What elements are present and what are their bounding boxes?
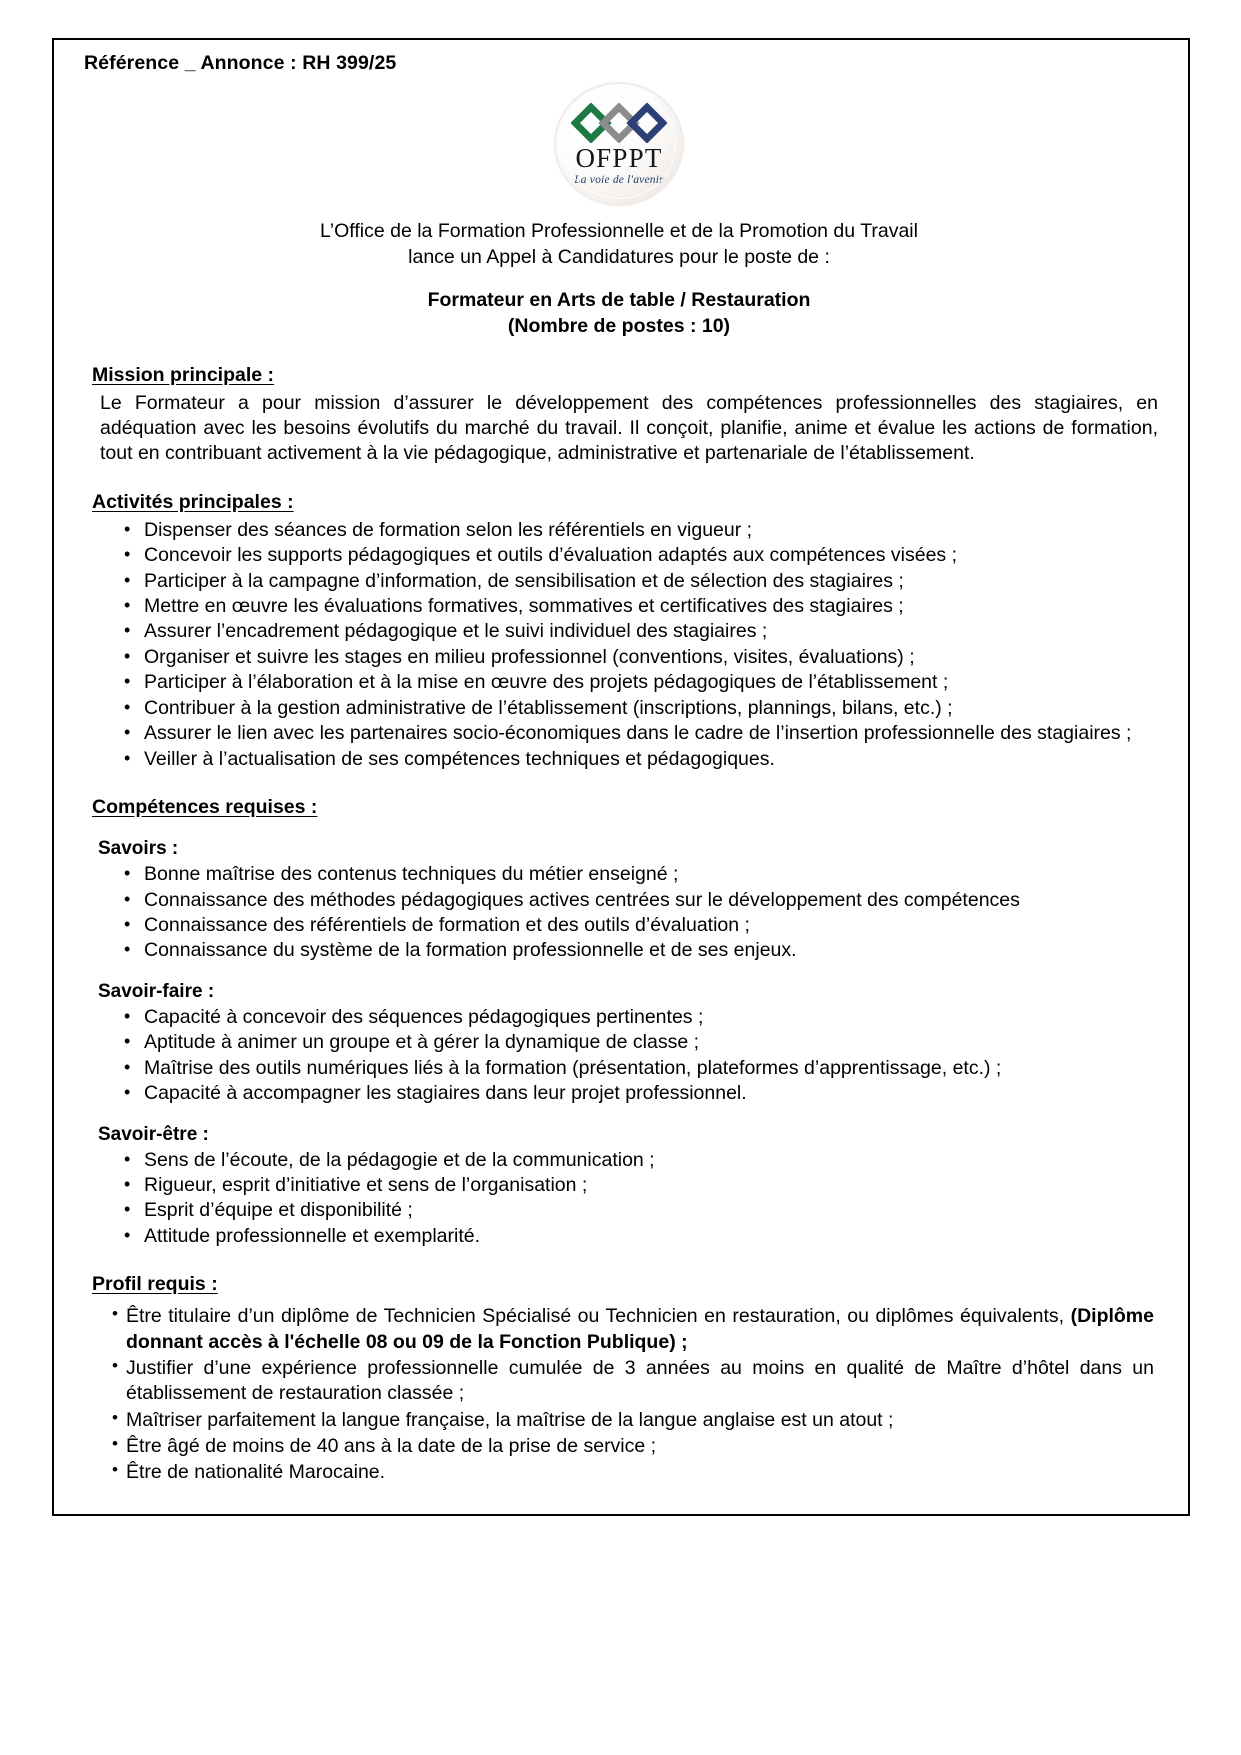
list-item: • Connaissance des méthodes pédagogiques actives centrées sur le développement des compétences [122, 888, 1164, 913]
list-item: • Participer à la campagne d’information, de sensibilisation et de sélection des stagiaires ; [122, 569, 1164, 594]
list-item: • Aptitude à animer un groupe et à gérer la dynamique de classe ; [122, 1030, 1164, 1055]
profil-item-1-text: Être titulaire d’un diplôme de Technicien Spécialisé ou Technicien en restauration, ou diplômes équivalents, [126, 1305, 1071, 1328]
list-item: • Maîtrise des outils numériques liés à la formation (présentation, plateformes d’apprentissage, etc.) ; [122, 1056, 1164, 1081]
list-item: • Participer à l’élaboration et à la mise en œuvre des projets pédagogiques de l’établissement ; [122, 670, 1164, 695]
list-item: • Connaissance du système de la formation professionnelle et de ses enjeux. [122, 938, 1164, 963]
ofppt-diamonds-icon [571, 103, 667, 143]
list-item: • Attitude professionnelle et exemplarité. [122, 1224, 1164, 1249]
competences-heading: Compétences requises : [92, 796, 318, 819]
job-title: Formateur en Arts de table / Restauration [427, 288, 811, 311]
list-item [112, 1304, 1164, 1355]
logo-badge [555, 83, 683, 205]
list-item: • Mettre en œuvre les évaluations formatives, sommatives et certificatives des stagiaires ; [122, 594, 1164, 619]
mission-section [74, 340, 1164, 467]
list-item: • Bonne maîtrise des contenus techniques du métier enseigné ; [122, 862, 1164, 887]
savoirs-heading: Savoirs : [98, 838, 179, 860]
document-content [52, 38, 1190, 1516]
reference-line: Référence _ Annonce : RH 399/25 [84, 52, 397, 74]
activities-list [74, 518, 1164, 772]
list-item: • Veiller à l’actualisation de ses compétences techniques et pédagogiques. [122, 747, 1164, 772]
mission-text: Le Formateur a pour mission d’assurer le développement des compétences professionnelles des stagiaires, en adéquation avec les besoins évolutifs du marché du travail. Il conçoit, planifie, anime et évalue les actions de formation, tout en contribuant activement à la vie pédagogique, administrative et partenariale de l’établissement. [100, 391, 1158, 465]
savoir-etre-list [74, 1148, 1164, 1250]
intro-line-1: L’Office de la Formation Professionnelle et de la Promotion du Travail [320, 220, 918, 242]
list-item: • Connaissance des référentiels de formation et des outils d’évaluation ; [122, 913, 1164, 938]
list-item: • Capacité à accompagner les stagiaires dans leur projet professionnel. [122, 1081, 1164, 1106]
list-item: • Esprit d’équipe et disponibilité ; [122, 1198, 1164, 1223]
list-item: • Capacité à concevoir des séquences pédagogiques pertinentes ; [122, 1005, 1164, 1030]
list-item: • Concevoir les supports pédagogiques et outils d’évaluation adaptés aux compétences visées ; [122, 543, 1164, 568]
logo-wordmark: OFPPT [575, 142, 663, 173]
list-item: • Être de nationalité Marocaine. [112, 1460, 1164, 1485]
intro-block [74, 219, 1164, 271]
savoir-faire-heading: Savoir-faire : [98, 980, 215, 1002]
list-item: • Être âgé de moins de 40 ans à la date de la prise de service ; [112, 1434, 1164, 1459]
competences-section [74, 772, 1164, 1249]
logo-tagline: La voie de l'avenir [574, 173, 664, 186]
job-post-count: (Nombre de postes : 10) [507, 314, 731, 337]
savoir-faire-list [74, 1005, 1164, 1107]
mission-heading: Mission principale : [92, 363, 275, 386]
list-item: • Sens de l’écoute, de la pédagogie et de la communication ; [122, 1148, 1164, 1173]
profil-section [74, 1249, 1164, 1485]
profil-list [74, 1304, 1164, 1485]
list-item: • Organiser et suivre les stages en milieu professionnel (conventions, visites, évaluations) ; [122, 645, 1164, 670]
profil-item-1-bold: (Diplôme donnant accès à l'échelle 08 ou 09 de la Fonction Publique) ; [126, 1305, 1154, 1353]
list-item: • Rigueur, esprit d’initiative et sens de l’organisation ; [122, 1173, 1164, 1198]
activities-section [74, 467, 1164, 772]
list-item: • Assurer le lien avec les partenaires socio-économiques dans le cadre de l’insertion professionnelle des stagiaires ; [122, 721, 1164, 746]
activities-heading: Activités principales : [92, 490, 294, 513]
intro-line-2: lance un Appel à Candidatures pour le poste de : [408, 245, 830, 268]
ofppt-logo [74, 83, 1164, 205]
list-item: • Contribuer à la gestion administrative de l’établissement (inscriptions, plannings, bilans, etc.) ; [122, 696, 1164, 721]
savoir-etre-heading: Savoir-être : [98, 1123, 209, 1145]
list-item: • Assurer l’encadrement pédagogique et le suivi individuel des stagiaires ; [122, 619, 1164, 644]
list-item: • Dispenser des séances de formation selon les référentiels en vigueur ; [122, 518, 1164, 543]
profil-heading: Profil requis : [92, 1273, 218, 1296]
list-item: • Justifier d’une expérience professionnelle cumulée de 3 années au moins en qualité de Maître d’hôtel dans un établissement de restauration classée ; [112, 1356, 1164, 1407]
savoirs-list [74, 862, 1164, 964]
list-item: • Maîtriser parfaitement la langue française, la maîtrise de la langue anglaise est un atout ; [112, 1408, 1164, 1433]
